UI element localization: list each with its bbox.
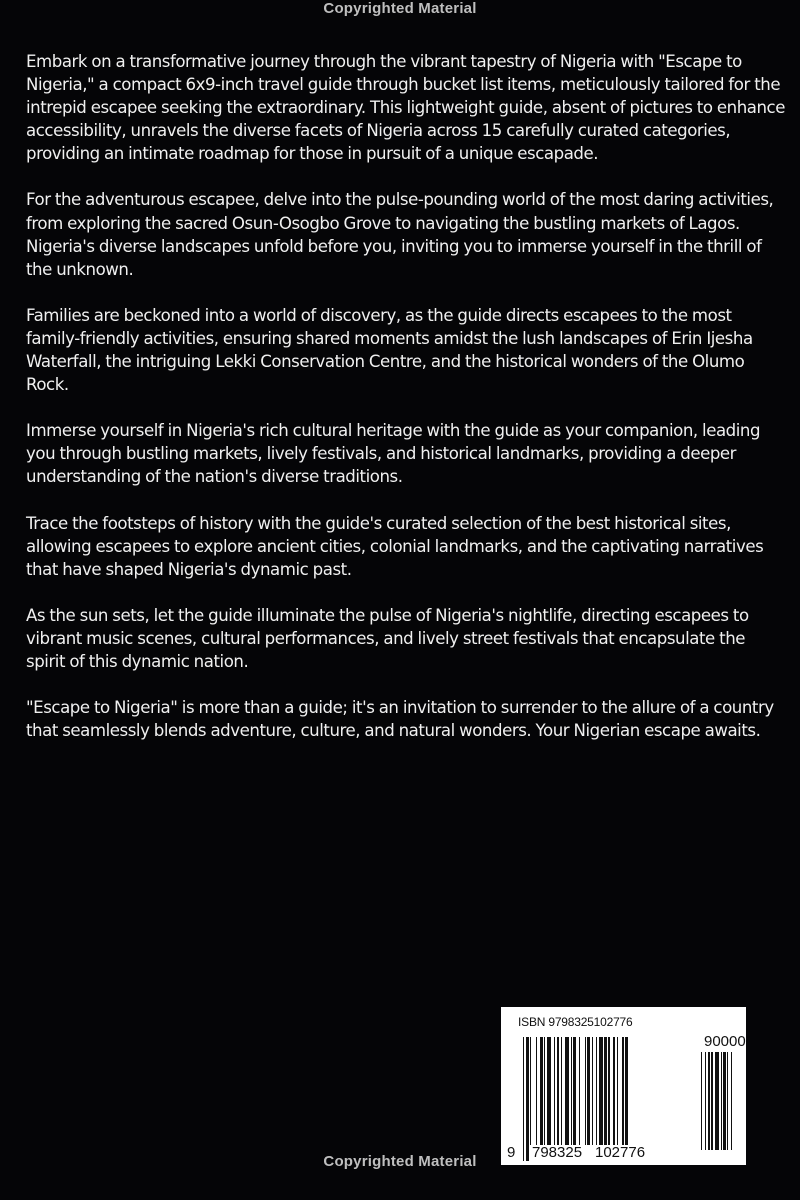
barcode-bar <box>565 1037 569 1145</box>
barcode-bar <box>596 1037 597 1145</box>
price-code-bars <box>701 1052 741 1150</box>
barcode-bar <box>544 1037 545 1145</box>
barcode-bar <box>561 1037 562 1145</box>
blurb-paragraph-intro: Embark on a transformative journey through the vibrant tapestry of Nigeria with "Escape to Nigeria," a compact 6x9-inch travel guide through bucket list items, meticulously tailored for the intrepid escapee seeking the extraordinary. This lightweight guide, absent of pictures to enhance accessibility, unravels the diverse facets of Nigeria across 15 carefully curated categories, providing an intimate roadmap for those in pursuit of a unique escapade. <box>26 52 785 164</box>
blurb-paragraph-culture: Immerse yourself in Nigeria's rich cultural heritage with the guide as your companion, leading you through bustling markets, lively festivals, and historical landmarks, providing a deeper understanding of the nation's diverse traditions. <box>26 421 761 487</box>
barcode-bar <box>622 1037 623 1145</box>
barcode-digit-group-1: 798325 <box>532 1144 583 1161</box>
barcode-bar <box>573 1037 576 1161</box>
back-cover-blurb <box>26 50 786 765</box>
barcode-bar <box>625 1037 628 1161</box>
blurb-paragraph-families: Families are beckoned into a world of discovery, as the guide directs escapees to the most family-friendly activities, ensuring shared moments amidst the lush landscapes of Erin Ijesha Waterfall, the intriguing Lekki Conservation Centre, and the historical wonders of the Olumo Rock. <box>26 305 753 395</box>
price-code-bar <box>727 1052 728 1150</box>
price-code-bar <box>701 1052 702 1150</box>
blurb-paragraph-adventure: For the adventurous escapee, delve into the pulse-pounding world of the most daring activities, from exploring the sacred Osun-Osogbo Grove to navigating the bustling markets of Lagos. Nigeria's diverse landscapes unfold before you, inviting you to immerse yourself in the thrill of the unknown. <box>26 190 774 279</box>
blurb-paragraph-history: Trace the footsteps of history with the guide's curated selection of the best historical sites, allowing escapees to explore ancient cities, colonial landmarks, and the captivating narratives that have shaped Nigeria's dynamic past. <box>26 513 764 579</box>
price-code-bar <box>711 1052 712 1150</box>
barcode-bar <box>587 1037 590 1145</box>
blurb-paragraph-nightlife: As the sun sets, let the guide illuminate the pulse of Nigeria's nightlife, directing escapees to vibrant music scenes, cultural performances, and lively street festivals that encapsulate the spirit of this dynamic nation. <box>26 605 749 671</box>
barcode-bars <box>523 1037 667 1161</box>
barcode-bar <box>540 1037 543 1145</box>
barcode-bar <box>571 1037 572 1145</box>
barcode-bar <box>526 1037 529 1161</box>
barcode-bar <box>530 1037 531 1145</box>
price-code-bar <box>723 1052 726 1150</box>
barcode-bar <box>599 1037 603 1145</box>
price-code-bar <box>731 1052 732 1150</box>
copyright-watermark-top: Copyrighted Material <box>323 0 477 17</box>
isbn-barcode <box>501 1007 746 1165</box>
barcode-bar <box>585 1037 586 1145</box>
barcode-digit-first: 9 <box>507 1144 516 1161</box>
price-code-bar <box>715 1052 719 1150</box>
barcode-bar <box>536 1037 537 1145</box>
price-code-bar <box>705 1052 706 1150</box>
barcode-digit-group-2: 102776 <box>595 1144 646 1161</box>
barcode-bar <box>554 1037 555 1145</box>
copyright-watermark-bottom: Copyrighted Material <box>323 1153 477 1170</box>
barcode-bar <box>579 1037 580 1145</box>
price-code: 90000 <box>704 1033 746 1050</box>
isbn-label: ISBN 9798325102776 <box>518 1015 633 1029</box>
barcode-bar <box>617 1037 618 1145</box>
price-code-bar <box>708 1052 711 1150</box>
barcode-bar <box>604 1037 607 1145</box>
barcode-bar <box>613 1037 616 1145</box>
barcode-bar <box>547 1037 551 1145</box>
blurb-paragraph-closing: "Escape to Nigeria" is more than a guide; it's an invitation to surrender to the allure of a country that seamlessly blends adventure, culture, and natural wonders. Your Nigerian escape awaits. <box>26 698 774 741</box>
barcode-bar <box>523 1037 524 1161</box>
barcode-bar <box>557 1037 560 1145</box>
barcode-bar <box>592 1037 593 1145</box>
price-code-bar <box>721 1052 722 1150</box>
barcode-bar <box>608 1037 609 1145</box>
